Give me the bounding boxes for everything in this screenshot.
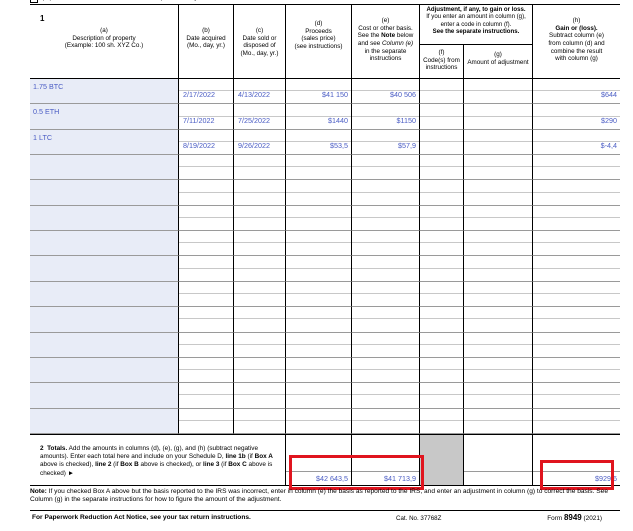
- col-e-text2-line: [354, 32, 417, 40]
- adjustment-amount-cell[interactable]: [463, 409, 532, 434]
- footer-rule: [30, 510, 620, 511]
- header-col-e: [351, 5, 419, 78]
- totals-text-2: (if: [245, 453, 255, 461]
- description-cell[interactable]: [30, 333, 178, 358]
- gain-loss-cell[interactable]: [532, 130, 620, 155]
- description-cell[interactable]: [30, 358, 178, 383]
- catalog-number: Cat. No. 37768Z: [396, 515, 442, 522]
- totals-line-2: line 2: [95, 461, 112, 469]
- adjustment-code-cell[interactable]: [419, 104, 463, 129]
- cost-basis-cell[interactable]: [351, 333, 419, 358]
- date-acquired-cell[interactable]: [178, 130, 233, 155]
- col-f-letter: (f): [438, 49, 445, 56]
- col-c-letter: (c): [255, 27, 264, 34]
- date-sold-cell[interactable]: [233, 180, 285, 205]
- col-e-text3-line: [354, 40, 417, 48]
- gain-loss-cell[interactable]: [532, 358, 620, 383]
- checkbox-c[interactable]: [30, 0, 38, 3]
- col-e-note-ref: Note: [381, 32, 396, 40]
- cost-basis-cell[interactable]: [351, 282, 419, 307]
- col-a-letter: (a): [100, 27, 108, 34]
- adjustment-code-cell[interactable]: [419, 206, 463, 231]
- description-value: 1.75 BTC: [33, 82, 64, 91]
- form-id: [547, 513, 602, 522]
- totals-label: [30, 435, 285, 485]
- adjustment-amount-cell[interactable]: [463, 155, 532, 180]
- col-e-text1: Cost or other basis.: [358, 24, 413, 32]
- col-c-text: Date sold or disposed of: [242, 34, 277, 50]
- adjustment-code-cell[interactable]: [419, 79, 463, 104]
- col-a-example: (Example: 100 sh. XYZ Co.): [64, 42, 144, 50]
- description-cell[interactable]: [30, 383, 178, 408]
- totals-line-3: line 3: [203, 461, 220, 469]
- gain-loss-cell[interactable]: [532, 155, 620, 180]
- date-sold-cell[interactable]: [233, 409, 285, 434]
- gain-loss-cell[interactable]: [532, 231, 620, 256]
- gain-loss-cell[interactable]: [532, 307, 620, 332]
- date-acquired-cell[interactable]: [178, 333, 233, 358]
- table-row: [30, 307, 620, 332]
- table-row: [30, 180, 620, 205]
- gain-loss-cell[interactable]: [532, 383, 620, 408]
- date-acquired-cell[interactable]: [178, 180, 233, 205]
- table-row: [30, 383, 620, 408]
- cost-basis-cell[interactable]: [351, 79, 419, 104]
- gain-loss-value: $644: [601, 90, 617, 100]
- date-acquired-value: 2/17/2022: [183, 90, 215, 100]
- adjustment-code-cell[interactable]: [419, 155, 463, 180]
- date-acquired-cell[interactable]: [178, 282, 233, 307]
- date-sold-cell[interactable]: [233, 307, 285, 332]
- totals-box-a: Box A: [254, 453, 273, 461]
- adjustment-amount-cell[interactable]: [463, 130, 532, 155]
- adjustment-code-cell[interactable]: [419, 130, 463, 155]
- description-cell[interactable]: [30, 130, 178, 155]
- table-row: [30, 79, 620, 104]
- col-d-sub: (sales price): [301, 35, 336, 43]
- note-text: If you checked Box A above but the basis reported to the IRS was incorrect, enter in column (e) the basis as reported to the IRS, and enter an adjustment in column (g) to correct the basis. See Column (g) in the separate instructions for how to figure the amount of the adjustment.: [30, 488, 608, 504]
- adjustment-line3: enter a code in column (f).: [440, 20, 512, 28]
- gain-loss-cell[interactable]: [532, 180, 620, 205]
- col-h-letter: (h): [572, 17, 581, 24]
- cost-basis-cell[interactable]: [351, 180, 419, 205]
- col-e-text3: and see: [357, 40, 382, 48]
- cost-basis-cell[interactable]: [351, 130, 419, 155]
- adjustment-line2: If you enter an amount in column (g),: [426, 13, 526, 21]
- highlight-box-gain: [540, 460, 614, 490]
- table-row: [30, 256, 620, 281]
- col-g-text: Amount of adjustment: [467, 58, 529, 66]
- cost-basis-cell[interactable]: [351, 155, 419, 180]
- proceeds-cell[interactable]: [285, 282, 351, 307]
- table-row: [30, 409, 620, 434]
- date-acquired-cell[interactable]: [178, 358, 233, 383]
- header-col-a: [30, 5, 178, 78]
- adjustment-amount-cell[interactable]: [463, 307, 532, 332]
- table-row: [30, 333, 620, 358]
- table-row: [30, 104, 620, 129]
- table-row: [30, 358, 620, 383]
- date-sold-cell[interactable]: [233, 79, 285, 104]
- gain-loss-cell[interactable]: [532, 206, 620, 231]
- adjustment-code-cell[interactable]: [419, 333, 463, 358]
- date-sold-cell[interactable]: [233, 206, 285, 231]
- adjustment-code-cell[interactable]: [419, 282, 463, 307]
- adjustment-amount-cell[interactable]: [463, 256, 532, 281]
- date-acquired-cell[interactable]: [178, 231, 233, 256]
- col-d-sub2: (see instructions): [294, 43, 343, 51]
- description-cell[interactable]: [30, 231, 178, 256]
- cost-basis-cell[interactable]: [351, 358, 419, 383]
- adjustment-amount-cell[interactable]: [463, 358, 532, 383]
- description-value: 0.5 ETH: [33, 107, 60, 117]
- highlight-box-proceeds-cost: [289, 455, 424, 490]
- totals-text-1: Add the amounts in columns (d), (e), (g), and (h) (subtract negative amounts). Enter each total here and include on your Schedule D,: [40, 445, 258, 461]
- description-cell[interactable]: [30, 104, 178, 129]
- totals-text-3: above is checked),: [40, 461, 96, 469]
- date-sold-value: 9/26/2022: [238, 141, 270, 151]
- date-acquired-cell[interactable]: [178, 307, 233, 332]
- col-d-text: Proceeds: [305, 27, 332, 35]
- gain-loss-cell[interactable]: [532, 333, 620, 358]
- header-adjustment: [419, 5, 532, 45]
- note-paragraph: [30, 488, 620, 504]
- adjustment-line1: Adjustment, if any, to gain or loss.: [426, 6, 526, 13]
- proceeds-cell[interactable]: [285, 358, 351, 383]
- date-sold-cell[interactable]: [233, 256, 285, 281]
- form-label: Form: [547, 515, 564, 522]
- proceeds-cell[interactable]: [285, 409, 351, 434]
- adjustment-amount-cell[interactable]: [463, 104, 532, 129]
- description-cell[interactable]: [30, 256, 178, 281]
- description-cell[interactable]: [30, 307, 178, 332]
- total-code-cell-shaded: [419, 435, 463, 485]
- cost-basis-cell[interactable]: [351, 256, 419, 281]
- col-b-letter: (b): [202, 27, 210, 34]
- date-sold-cell[interactable]: [233, 231, 285, 256]
- totals-num: 2: [40, 445, 44, 452]
- col-e-text2c: below: [395, 32, 414, 40]
- proceeds-cell[interactable]: [285, 383, 351, 408]
- col-e-text5: instructions: [369, 55, 402, 63]
- date-acquired-cell[interactable]: [178, 383, 233, 408]
- adjustment-amount-cell[interactable]: [463, 180, 532, 205]
- col-a-text: Description of property: [72, 34, 136, 42]
- date-sold-cell[interactable]: [233, 282, 285, 307]
- date-sold-cell[interactable]: [233, 383, 285, 408]
- date-acquired-value: 8/19/2022: [183, 141, 215, 151]
- adjustment-code-cell[interactable]: [419, 180, 463, 205]
- cut-off-header-text: [42, 0, 268, 1]
- col-h-line2: from column (d) and: [548, 40, 605, 48]
- table-row: [30, 231, 620, 256]
- adjustment-code-cell[interactable]: [419, 358, 463, 383]
- date-sold-value: 7/25/2022: [238, 115, 270, 125]
- adjustment-amount-cell[interactable]: [463, 282, 532, 307]
- adjustment-amount-cell[interactable]: [463, 333, 532, 358]
- date-sold-cell[interactable]: [233, 358, 285, 383]
- col-h-line1: Subtract column (e): [549, 32, 604, 40]
- cost-basis-cell[interactable]: [351, 383, 419, 408]
- date-acquired-cell[interactable]: [178, 104, 233, 129]
- cost-basis-value: $57,9: [398, 141, 416, 151]
- proceeds-cell[interactable]: [285, 333, 351, 358]
- col-h-title: Gain or (loss).: [555, 24, 598, 32]
- form-number: 8949: [563, 513, 582, 522]
- proceeds-cell[interactable]: [285, 206, 351, 231]
- cost-basis-cell[interactable]: [351, 409, 419, 434]
- table-row: [30, 282, 620, 307]
- totals-text-5: above is checked), or: [138, 461, 204, 469]
- totals-text-4: (if: [111, 461, 121, 469]
- description-cell[interactable]: [30, 155, 178, 180]
- col-f-text: Code(s) from instructions: [423, 56, 460, 72]
- col-b-sub: (Mo., day, yr.): [186, 42, 226, 50]
- header-col-h: [532, 5, 620, 78]
- cost-basis-value: $1150: [396, 115, 416, 125]
- proceeds-cell[interactable]: [285, 155, 351, 180]
- adjustment-amount-cell[interactable]: [463, 206, 532, 231]
- cost-basis-cell[interactable]: [351, 104, 419, 129]
- total-proceeds[interactable]: $42 643,5: [316, 474, 348, 483]
- header-col-b: [178, 5, 233, 78]
- col-b-text: Date acquired: [186, 34, 226, 42]
- gain-loss-cell[interactable]: [532, 409, 620, 434]
- col-h-line3: combine the result: [550, 47, 603, 55]
- gain-loss-cell[interactable]: [532, 104, 620, 129]
- proceeds-cell[interactable]: [285, 130, 351, 155]
- date-sold-cell[interactable]: [233, 333, 285, 358]
- gain-loss-cell[interactable]: [532, 282, 620, 307]
- date-sold-cell[interactable]: [233, 130, 285, 155]
- adjustment-code-cell[interactable]: [419, 231, 463, 256]
- note-label: Note:: [30, 488, 47, 495]
- description-cell[interactable]: [30, 79, 178, 104]
- cost-basis-cell[interactable]: [351, 307, 419, 332]
- col-e-letter: (e): [381, 17, 390, 24]
- col-h-line4: with column (g): [555, 55, 598, 63]
- header-col-c: [233, 5, 285, 78]
- proceeds-cell[interactable]: [285, 104, 351, 129]
- col-e-text2: See the: [357, 32, 382, 40]
- cost-basis-cell[interactable]: [351, 206, 419, 231]
- col-e-column-ref: Column (e): [382, 40, 414, 48]
- proceeds-cell[interactable]: [285, 180, 351, 205]
- gain-loss-value: $290: [601, 115, 617, 125]
- adjustment-amount-cell[interactable]: [463, 231, 532, 256]
- total-adjustment-cell: [463, 435, 532, 485]
- proceeds-cell[interactable]: [285, 79, 351, 104]
- date-acquired-cell[interactable]: [178, 206, 233, 231]
- form-year: (2021): [581, 515, 602, 522]
- totals-text-6: (if: [219, 461, 229, 469]
- adjustment-line4: See the separate instructions.: [432, 27, 520, 35]
- description-cell[interactable]: [30, 282, 178, 307]
- table-row: [30, 206, 620, 231]
- header-col-g: [463, 45, 532, 78]
- line-number: 1: [40, 14, 45, 23]
- date-sold-cell[interactable]: [233, 155, 285, 180]
- adjustment-amount-cell[interactable]: [463, 383, 532, 408]
- date-acquired-cell[interactable]: [178, 256, 233, 281]
- cost-basis-value: $40 506: [390, 90, 416, 100]
- date-acquired-cell[interactable]: [178, 409, 233, 434]
- proceeds-value: $41 150: [322, 90, 348, 100]
- col-c-sub: (Mo., day, yr.): [240, 50, 279, 58]
- total-gain[interactable]: $929,6: [595, 474, 617, 483]
- transactions-table: [30, 79, 620, 434]
- gain-loss-cell[interactable]: [532, 79, 620, 104]
- col-g-letter: (g): [494, 51, 502, 58]
- paperwork-notice: For Paperwork Reduction Act Notice, see your tax return instructions.: [32, 514, 251, 521]
- header-col-f: [419, 45, 463, 78]
- description-cell[interactable]: [30, 409, 178, 434]
- proceeds-cell[interactable]: [285, 231, 351, 256]
- totals-text-7: above is checked) ►: [40, 461, 273, 477]
- totals-bold: Totals.: [47, 445, 68, 452]
- gain-loss-value: $-4,4: [600, 141, 617, 151]
- adjustment-amount-cell[interactable]: [463, 79, 532, 104]
- col-e-text4: in the separate: [364, 47, 407, 55]
- totals-box-c: Box C: [228, 461, 247, 469]
- description-cell[interactable]: [30, 180, 178, 205]
- adjustment-code-cell[interactable]: [419, 409, 463, 434]
- totals-box-b: Box B: [120, 461, 139, 469]
- adjustment-code-cell[interactable]: [419, 383, 463, 408]
- date-sold-value: 4/13/2022: [238, 90, 270, 100]
- date-acquired-value: 7/11/2022: [183, 115, 215, 125]
- footer: [30, 512, 620, 524]
- gain-loss-cell[interactable]: [532, 256, 620, 281]
- proceeds-value: $1440: [328, 115, 348, 125]
- totals-line-1b: line 1b: [225, 453, 246, 461]
- total-cost[interactable]: $41 713,9: [384, 474, 416, 483]
- table-row: [30, 130, 620, 155]
- proceeds-cell[interactable]: [285, 256, 351, 281]
- adjustment-code-cell[interactable]: [419, 256, 463, 281]
- date-sold-cell[interactable]: [233, 104, 285, 129]
- adjustment-code-cell[interactable]: [419, 307, 463, 332]
- description-value: 1 LTC: [33, 132, 53, 142]
- proceeds-value: $53,5: [330, 141, 348, 151]
- cost-basis-cell[interactable]: [351, 231, 419, 256]
- date-acquired-cell[interactable]: [178, 79, 233, 104]
- col-d-letter: (d): [314, 20, 323, 27]
- date-acquired-cell[interactable]: [178, 155, 233, 180]
- header-col-d: [285, 5, 351, 78]
- proceeds-cell[interactable]: [285, 307, 351, 332]
- table-row: [30, 155, 620, 180]
- description-cell[interactable]: [30, 206, 178, 231]
